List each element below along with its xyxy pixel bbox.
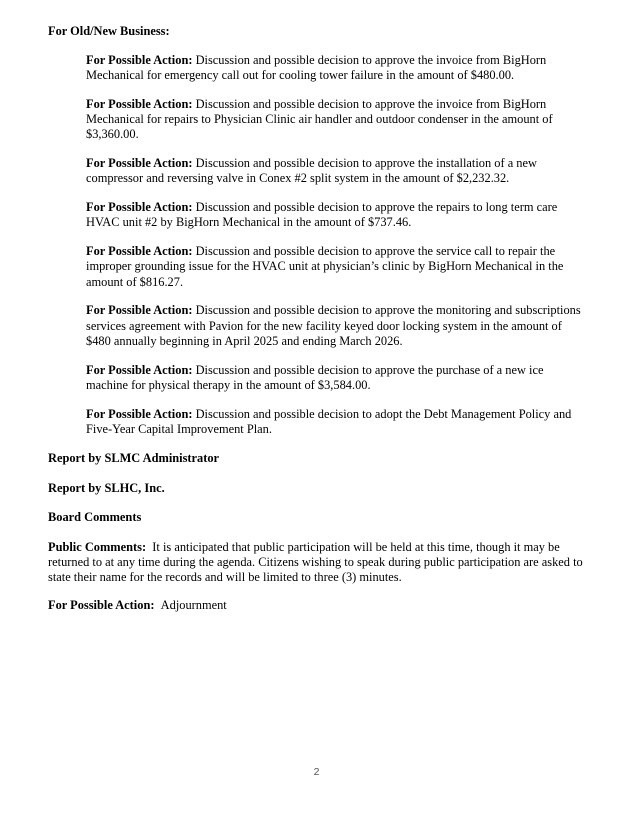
board-comments-heading: Board Comments [48, 510, 142, 524]
old-new-business-heading: For Old/New Business: [48, 24, 170, 38]
report-administrator-heading: Report by SLMC Administrator [48, 451, 220, 465]
public-comments-label: Public Comments: [48, 540, 147, 554]
report-slhc-heading: Report by SLHC, Inc. [48, 481, 165, 495]
action-item-text: Discussion and possible decision to approve the purchase of a new ice machine for physical therapy in the amount of $3,584.00. [86, 362, 544, 392]
action-items-list [86, 53, 586, 451]
action-item [86, 407, 586, 437]
action-item-label: For Possible Action: [86, 156, 193, 171]
action-item-label: For Possible Action: [86, 362, 193, 377]
action-item-label: For Possible Action: [86, 303, 193, 318]
public-comments-paragraph [48, 540, 593, 586]
adjournment-text: Adjournment [160, 598, 227, 612]
action-item [86, 156, 586, 186]
action-item-label: For Possible Action: [86, 53, 193, 67]
action-item-label: For Possible Action: [86, 200, 193, 215]
action-item [86, 363, 586, 393]
action-item-text: Discussion and possible decision to approve the service call to repair the improper grounding issue for the HVAC unit at physician’s clinic by BigHorn Mechanical in the amount of $816.27. [86, 244, 564, 289]
action-item-label: For Possible Action: [86, 406, 193, 421]
action-item-text: Discussion and possible decision to adopt the Debt Management Policy and Five-Year Capital Improvement Plan. [86, 406, 572, 436]
adjournment-paragraph [48, 598, 593, 613]
page-number: 2 [313, 766, 320, 778]
action-item-text: Discussion and possible decision to approve the invoice from BigHorn Mechanical for emergency call out for cooling tower failure in the amount of $480.00. [86, 53, 547, 83]
action-item-label: For Possible Action: [86, 97, 193, 111]
action-item-text: Discussion and possible decision to approve the monitoring and subscriptions services agreement with Pavion for the new facility keyed door locking system in the amount of $480 annually beginning in April 2025 and ending March 2026. [86, 303, 581, 348]
action-item-text: Discussion and possible decision to approve the repairs to long term care HVAC unit #2 by BigHorn Mechanical in the amount of $737.46. [86, 200, 558, 230]
adjournment-label: For Possible Action: [48, 598, 155, 612]
action-item-text: Discussion and possible decision to approve the installation of a new compressor and reversing valve in Conex #2 split system in the amount of $2,232.32. [86, 156, 537, 186]
action-item [86, 97, 586, 143]
action-item [86, 244, 586, 290]
action-item-text: Discussion and possible decision to approve the invoice from BigHorn Mechanical for repairs to Physician Clinic air handler and outdoor condenser in the amount of $3,360.00. [86, 97, 553, 142]
action-item [86, 53, 586, 83]
action-item [86, 303, 586, 349]
action-item-label: For Possible Action: [86, 244, 193, 259]
public-comments-text: It is anticipated that public participation will be held at this time, though it may be returned to at any time during the agenda. Citizens wishing to speak during public participation are asked to state their name for the records and will be limited to three (3) minutes. [48, 540, 583, 585]
action-item [86, 200, 586, 230]
